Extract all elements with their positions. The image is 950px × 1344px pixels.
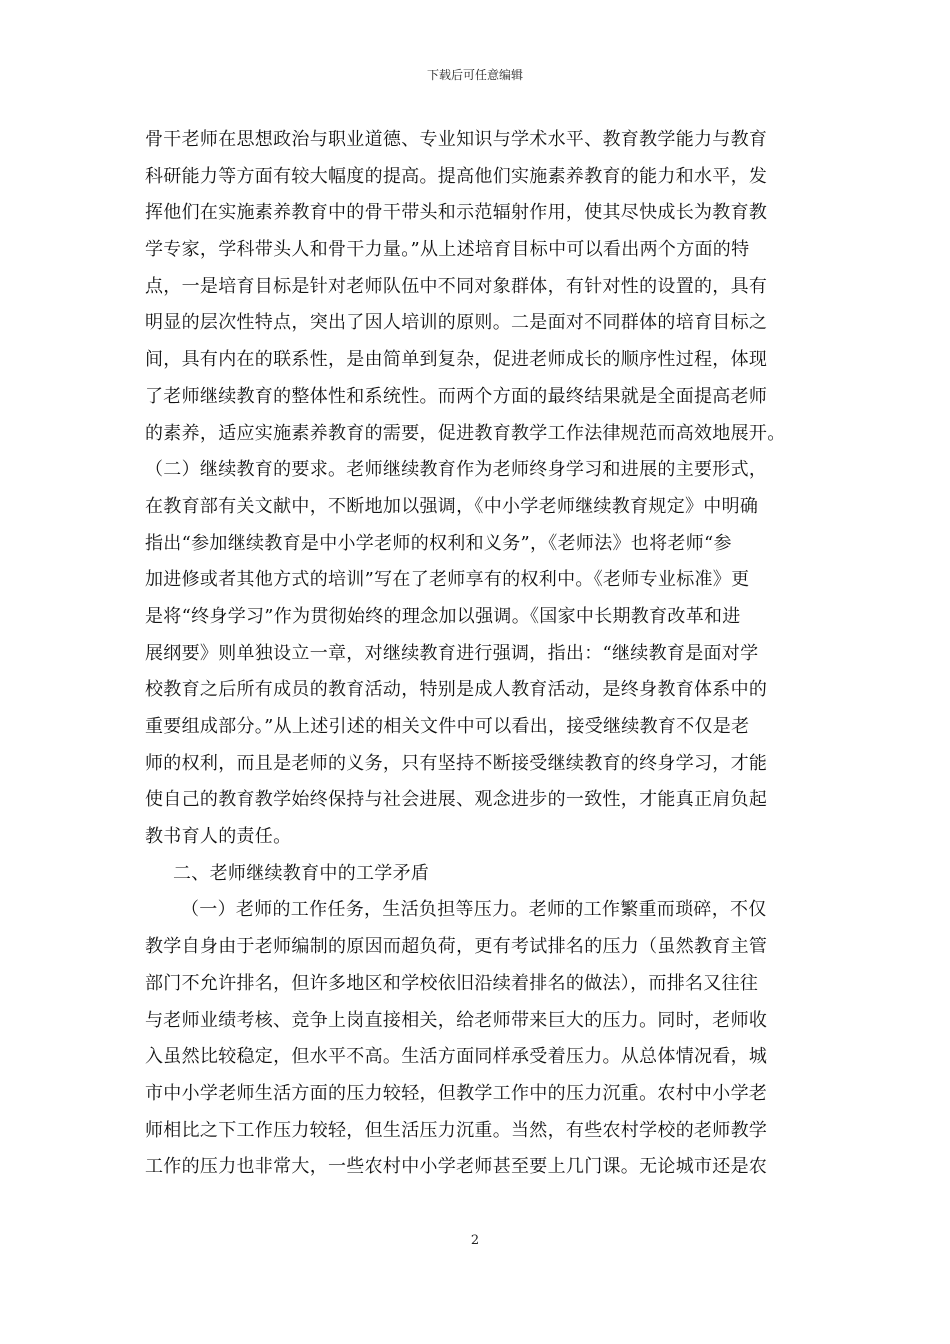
body-line: （一）老师的工作任务，生活负担等压力。老师的工作繁重而琐碎，不仅 [181, 899, 767, 921]
body-line: 使自己的教育教学始终保持与社会进展、观念进步的一致性，才能真正肩负起 [145, 789, 768, 811]
body-line: 学专家，学科带头人和骨干力量。”从上述培育目标中可以看出两个方面的特 [145, 239, 750, 261]
body-line: 师的权利，而且是老师的义务，只有坚持不断接受继续教育的终身学习，才能 [145, 752, 768, 774]
body-line: 在教育部有关文献中，不断地加以强调，《中小学老师继续教育规定》中明确 [145, 495, 759, 517]
body-line: 明显的层次性特点，突出了因人培训的原则。二是面对不同群体的培育目标之 [145, 312, 768, 334]
body-line: 的素养，适应实施素养教育的需要，促进教育教学工作法律规范而高效地展开。 [145, 422, 786, 444]
body-line: 了老师继续教育的整体性和系统性。而两个方面的最终结果就是全面提高老师 [145, 385, 768, 407]
body-line: 工作的压力也非常大，一些农村中小学老师甚至要上几门课。无论城市还是农 [145, 1156, 768, 1178]
body-line: 指出“参加继续教育是中小学老师的权利和义务”，《老师法》也将老师“参 [145, 532, 732, 554]
page-number: 2 [470, 1233, 480, 1248]
body-line: 展纲要》则单独设立一章，对继续教育进行强调，指出：“继续教育是面对学 [145, 642, 759, 664]
page-header: 下载后可任意编辑 [426, 68, 523, 82]
body-line: 加进修或者其他方式的培训”写在了老师享有的权利中。《老师专业标准》更 [145, 569, 750, 591]
body-line: （二）继续教育的要求。老师继续教育作为老师终身学习和进展的主要形式， [145, 459, 768, 481]
body-line: 点，一是培育目标是针对老师队伍中不同对象群体，有针对性的设置的，具有 [145, 275, 768, 297]
body-line: 部门不允许排名，但许多地区和学校依旧沿续着排名的做法），而排名又往往 [145, 972, 759, 994]
body-line: 师相比之下工作压力较轻，但生活压力沉重。当然，有些农村学校的老师教学 [145, 1119, 768, 1141]
body-line: 校教育之后所有成员的教育活动，特别是成人教育活动，是终身教育体系中的 [145, 679, 768, 701]
body-line: 入虽然比较稳定，但水平不高。生活方面同样承受着压力。从总体情况看，城 [145, 1046, 768, 1068]
section-heading: 二、老师继续教育中的工学矛盾 [173, 862, 430, 884]
body-line: 科研能力等方面有较大幅度的提高。提高他们实施素养教育的能力和水平，发 [145, 165, 768, 187]
body-line: 重要组成部分。”从上述引述的相关文件中可以看出，接受继续教育不仅是老 [145, 716, 750, 737]
body-line: 与老师业绩考核、竞争上岗直接相关，给老师带来巨大的压力。同时，老师收 [145, 1009, 768, 1031]
body-line: 间，具有内在的联系性，是由简单到复杂，促进老师成长的顺序性过程，体现 [145, 349, 768, 371]
body-line: 教学自身由于老师编制的原因而超负荷，更有考试排名的压力（虽然教育主管 [145, 936, 768, 958]
document-body [145, 122, 805, 1186]
body-line: 挥他们在实施素养教育中的骨干带头和示范辐射作用，使其尽快成长为教育教 [145, 202, 768, 224]
body-line: 教书育人的责任。 [145, 826, 292, 848]
body-line: 市中小学老师生活方面的压力较轻，但教学工作中的压力沉重。农村中小学老 [145, 1082, 768, 1104]
body-line: 骨干老师在思想政治与职业道德、专业知识与学术水平、教育教学能力与教育 [145, 129, 768, 150]
body-line: 是将“终身学习”作为贯彻始终的理念加以强调。《国家中长期教育改革和进 [145, 605, 741, 627]
